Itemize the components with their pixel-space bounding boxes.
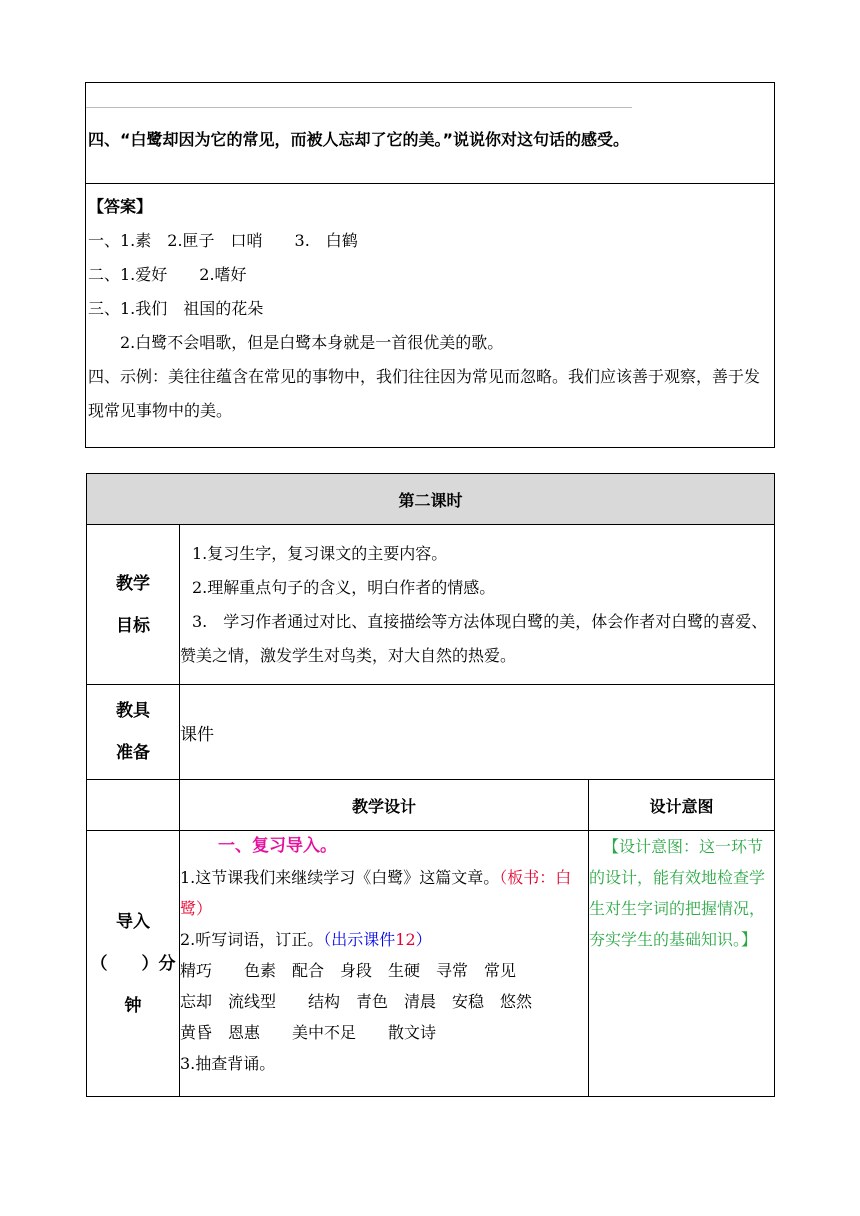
courseware-note: （出示课件 [323, 930, 396, 949]
goals-list [180, 525, 775, 685]
answer-line-5: 四、示例：美往往蕴含在常见的事物中，我们往往因为常见而忽略。我们应该善于观察，善于发现常见事物中的美。 [88, 367, 761, 420]
answer-line [86, 107, 632, 108]
section-title: 一、复习导入。 [218, 836, 337, 856]
word-row: 精巧 色素 配合 身段 生硬 寻常 常见 [180, 961, 517, 980]
goals-label: 教学 目标 [87, 525, 180, 685]
word-row: 忘却 流线型 结构 青色 清晨 安稳 悠然 [180, 992, 533, 1011]
answer-heading: 【答案】 [88, 197, 153, 216]
answer-line-2: 二、1.爱好 2.嗜好 [88, 265, 247, 284]
step-2: 2.听写词语，订正。（出示课件12） [180, 930, 432, 949]
design-header: 教学设计 [180, 780, 589, 831]
answer-line-4: 2.白鹭不会唱歌，但是白鹭本身就是一首很优美的歌。 [88, 333, 504, 352]
goal-item: 2.理解重点句子的含义，明白作者的情感。 [192, 577, 496, 597]
answer-line-3: 三、1.我们 祖国的花朵 [88, 299, 264, 318]
tools-value: 课件 [180, 685, 775, 780]
lesson-plan-table [86, 473, 775, 1097]
question-text: 四、“白鹭却因为它的常见，而被人忘却了它的美。”说说你对这句话的感受。 [88, 130, 630, 149]
answer-line-1: 一、1.素 2.匣子 口哨 3. 白鹤 [88, 231, 358, 250]
goal-item: 3. 学习作者通过对比、直接描绘等方法体现白鹭的美，体会作者对白鹭的喜爱、赞美之情，激发学生对鸟类，对大自然的热爱。 [180, 611, 768, 665]
intent-header: 设计意图 [589, 780, 775, 831]
step-3: 3.抽查背诵。 [180, 1054, 276, 1073]
blank-header-cell [87, 780, 180, 831]
exercise-box [85, 82, 775, 448]
word-row: 黄昏 恩惠 美中不足 散文诗 [180, 1023, 437, 1042]
board-note: （板书：白鹭） [180, 868, 572, 918]
lesson-title: 第二课时 [87, 474, 775, 525]
answer-section [86, 184, 774, 428]
question-row [86, 83, 774, 184]
design-intent: 【设计意图：这一环节的设计，能有效地检查学生对生字词的把握情况，夯实学生的基础知识。】 [589, 831, 775, 1097]
design-content [180, 831, 589, 1097]
tools-label: 教具 准备 [87, 685, 180, 780]
goal-item: 1.复习生字，复习课文的主要内容。 [192, 543, 448, 563]
step-1: 1.这节课我们来继续学习《白鹭》这篇文章。（板书：白鹭） [180, 868, 572, 918]
intro-label: 导入 （ ）分 钟 [87, 831, 180, 1097]
